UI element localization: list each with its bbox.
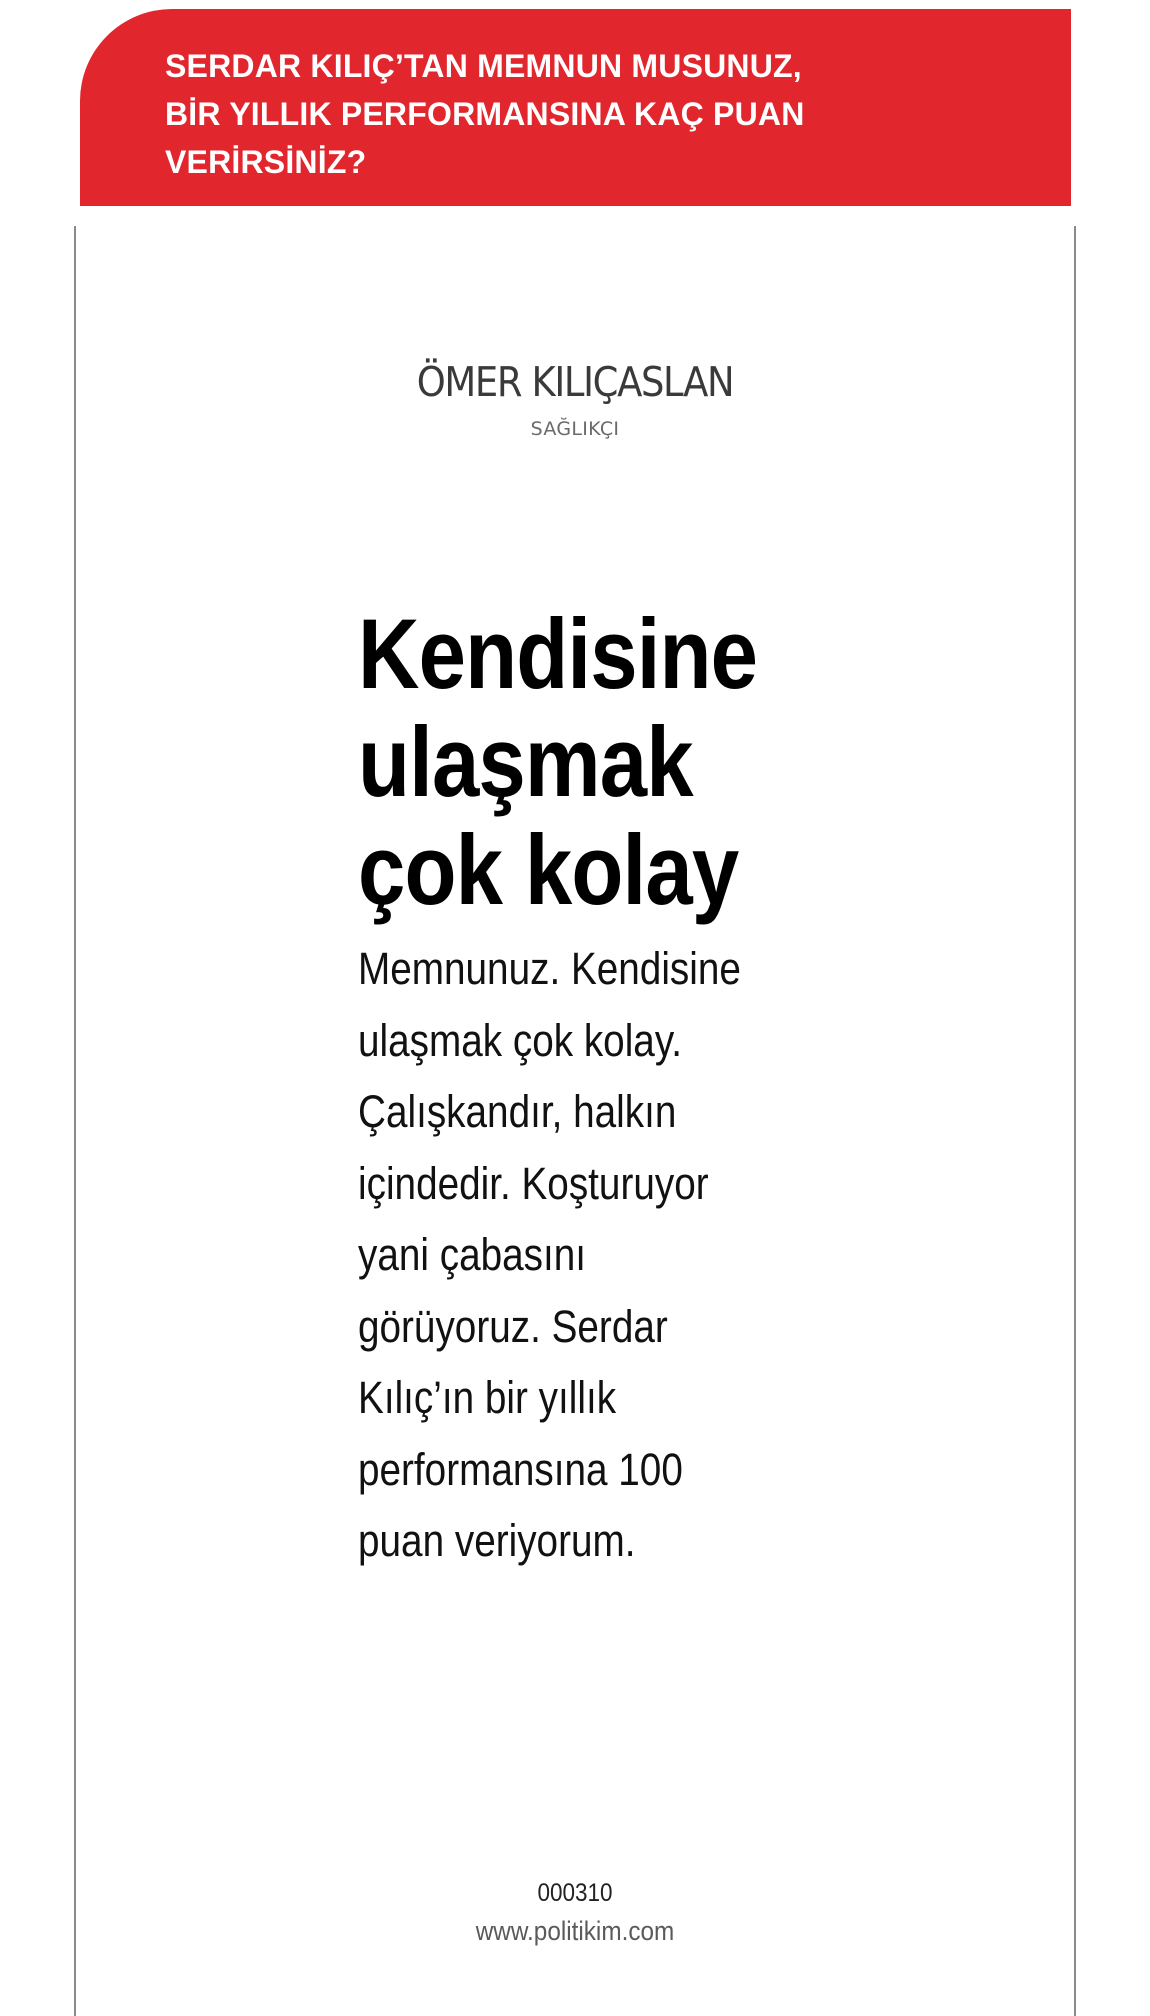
footer-url: www.politikim.com (475, 1916, 675, 1946)
headline (358, 600, 918, 924)
quote-line: yani çabasını (358, 1229, 587, 1280)
question-line: VERİRSİNİZ? (165, 144, 367, 180)
person-name: ÖMER KILIÇASLAN (416, 358, 734, 406)
quote-line: Kılıç’ın bir yıllık (358, 1372, 617, 1423)
quote-line: Memnunuz. Kendisine (358, 943, 741, 994)
frame-right-border (1074, 226, 1076, 2016)
quote-line: ulaşmak çok kolay. (358, 1014, 683, 1066)
headline-line: ulaşmak (358, 706, 693, 817)
question-line: SERDAR KILIÇ’TAN MEMNUN MUSUNUZ, (165, 48, 802, 84)
question-banner (80, 9, 1071, 206)
person-role: SAĞLIKÇI (530, 418, 620, 440)
quote-line: içindedir. Koşturuyor (358, 1157, 709, 1209)
headline-line: Kendisine (358, 598, 758, 709)
quote-line: Çalışkandır, halkın (358, 1086, 677, 1137)
quote-line: puan veriyorum. (358, 1515, 636, 1566)
frame-left-border (74, 226, 76, 2016)
quote-line: performansına 100 (358, 1443, 683, 1495)
footer-code: 000310 (537, 1879, 613, 1907)
question-line: BİR YILLIK PERFORMANSINA KAÇ PUAN (165, 96, 805, 132)
question-text (165, 42, 925, 186)
quote-text (358, 933, 878, 1577)
quote-line: görüyoruz. Serdar (358, 1300, 668, 1352)
headline-line: çok kolay (358, 814, 739, 925)
